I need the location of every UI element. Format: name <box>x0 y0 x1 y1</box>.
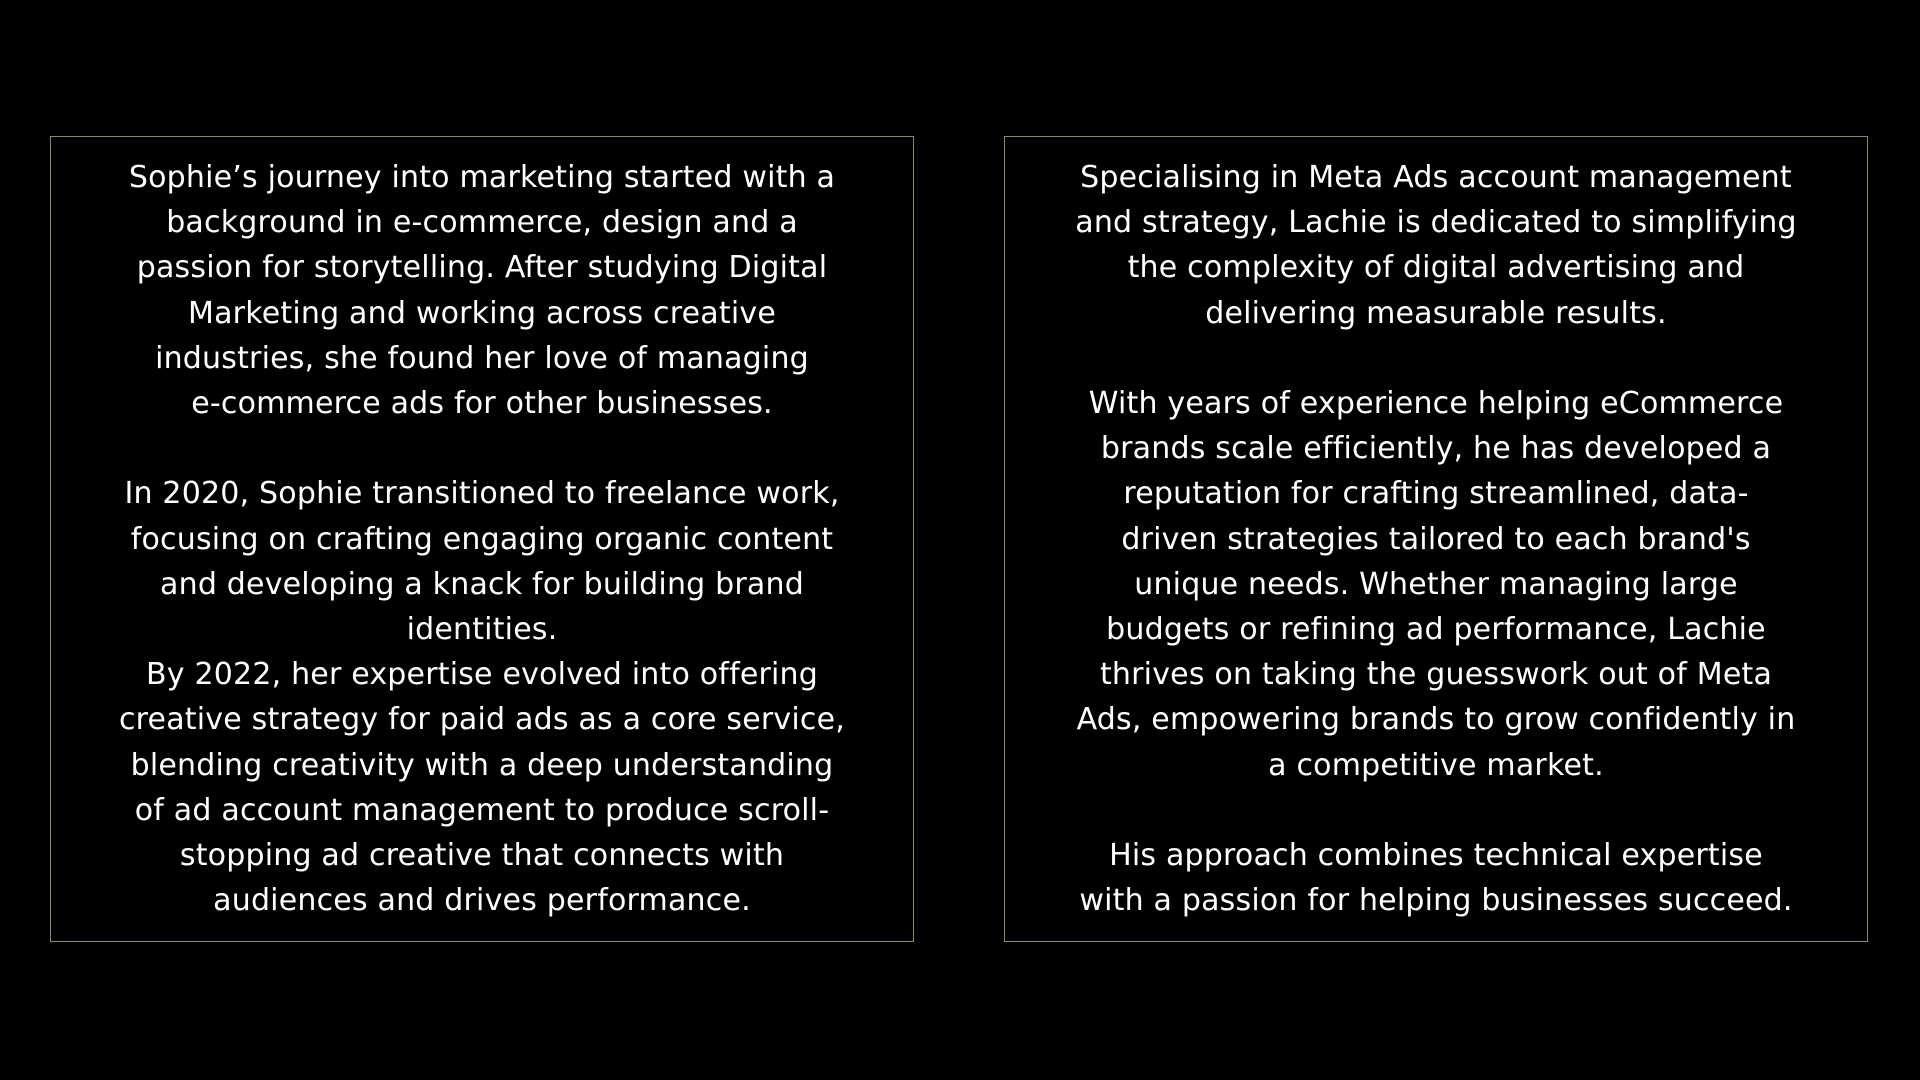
lachie-bio-line: the complexity of digital advertising and <box>1127 250 1745 286</box>
lachie-bio-line: driven strategies tailored to each brand's <box>1121 521 1751 557</box>
sophie-bio-line: By 2022, her expertise evolved into offering <box>145 657 819 693</box>
paragraph-spacer <box>81 426 883 471</box>
sophie-bio-line: identities. <box>406 612 558 648</box>
lachie-bio-line: budgets or refining ad performance, Lachie <box>1106 612 1766 648</box>
sophie-bio-line: Marketing and working across creative <box>188 295 776 331</box>
sophie-bio-line: audiences and drives performance. <box>213 883 751 919</box>
lachie-bio-line: with a passion for helping businesses succeed. <box>1079 883 1793 919</box>
lachie-bio-line: With years of experience helping eCommerce <box>1088 386 1784 421</box>
sophie-bio-line: industries, she found her love of managing <box>155 340 809 376</box>
sophie-bio-line: In 2020, Sophie transitioned to freelance work, <box>124 476 840 512</box>
sophie-bio-line: e-commerce ads for other businesses. <box>191 386 773 422</box>
sophie-bio-line: of ad account management to produce scroll- <box>134 792 830 828</box>
lachie-bio-line: delivering measurable results. <box>1205 295 1667 331</box>
paragraph-spacer <box>1035 336 1837 381</box>
paragraph-spacer <box>1035 788 1837 833</box>
lachie-bio-line: Ads, empowering brands to grow confidently in <box>1076 702 1796 738</box>
lachie-bio-line: thrives on taking the guesswork out of Meta <box>1099 657 1773 693</box>
lachie-bio-line: and strategy, Lachie is dedicated to simplifying <box>1075 205 1797 241</box>
sophie-bio-line: background in e-commerce, design and a <box>166 205 798 241</box>
sophie-bio-box <box>50 136 914 942</box>
lachie-bio-line: His approach combines technical expertise <box>1109 838 1763 874</box>
sophie-bio-line: blending creativity with a deep understanding <box>130 747 834 783</box>
lachie-bio-line: a competitive market. <box>1268 747 1604 783</box>
sophie-bio-line: Sophie’s journey into marketing started with a <box>128 160 836 195</box>
lachie-bio-line: reputation for crafting streamlined, data- <box>1123 476 1749 512</box>
sophie-bio-line: passion for storytelling. After studying Digital <box>136 250 828 286</box>
sophie-bio-line: focusing on crafting engaging organic content <box>130 521 834 557</box>
sophie-bio-line: creative strategy for paid ads as a core service, <box>118 702 846 738</box>
lachie-bio-line: brands scale efficiently, he has developed a <box>1100 431 1772 467</box>
lachie-bio-line: unique needs. Whether managing large <box>1134 566 1738 602</box>
lachie-bio-box <box>1004 136 1868 942</box>
sophie-bio-line: and developing a knack for building brand <box>160 566 804 602</box>
lachie-bio-line: Specialising in Meta Ads account management <box>1080 160 1792 195</box>
sophie-bio-line: stopping ad creative that connects with <box>179 838 785 874</box>
